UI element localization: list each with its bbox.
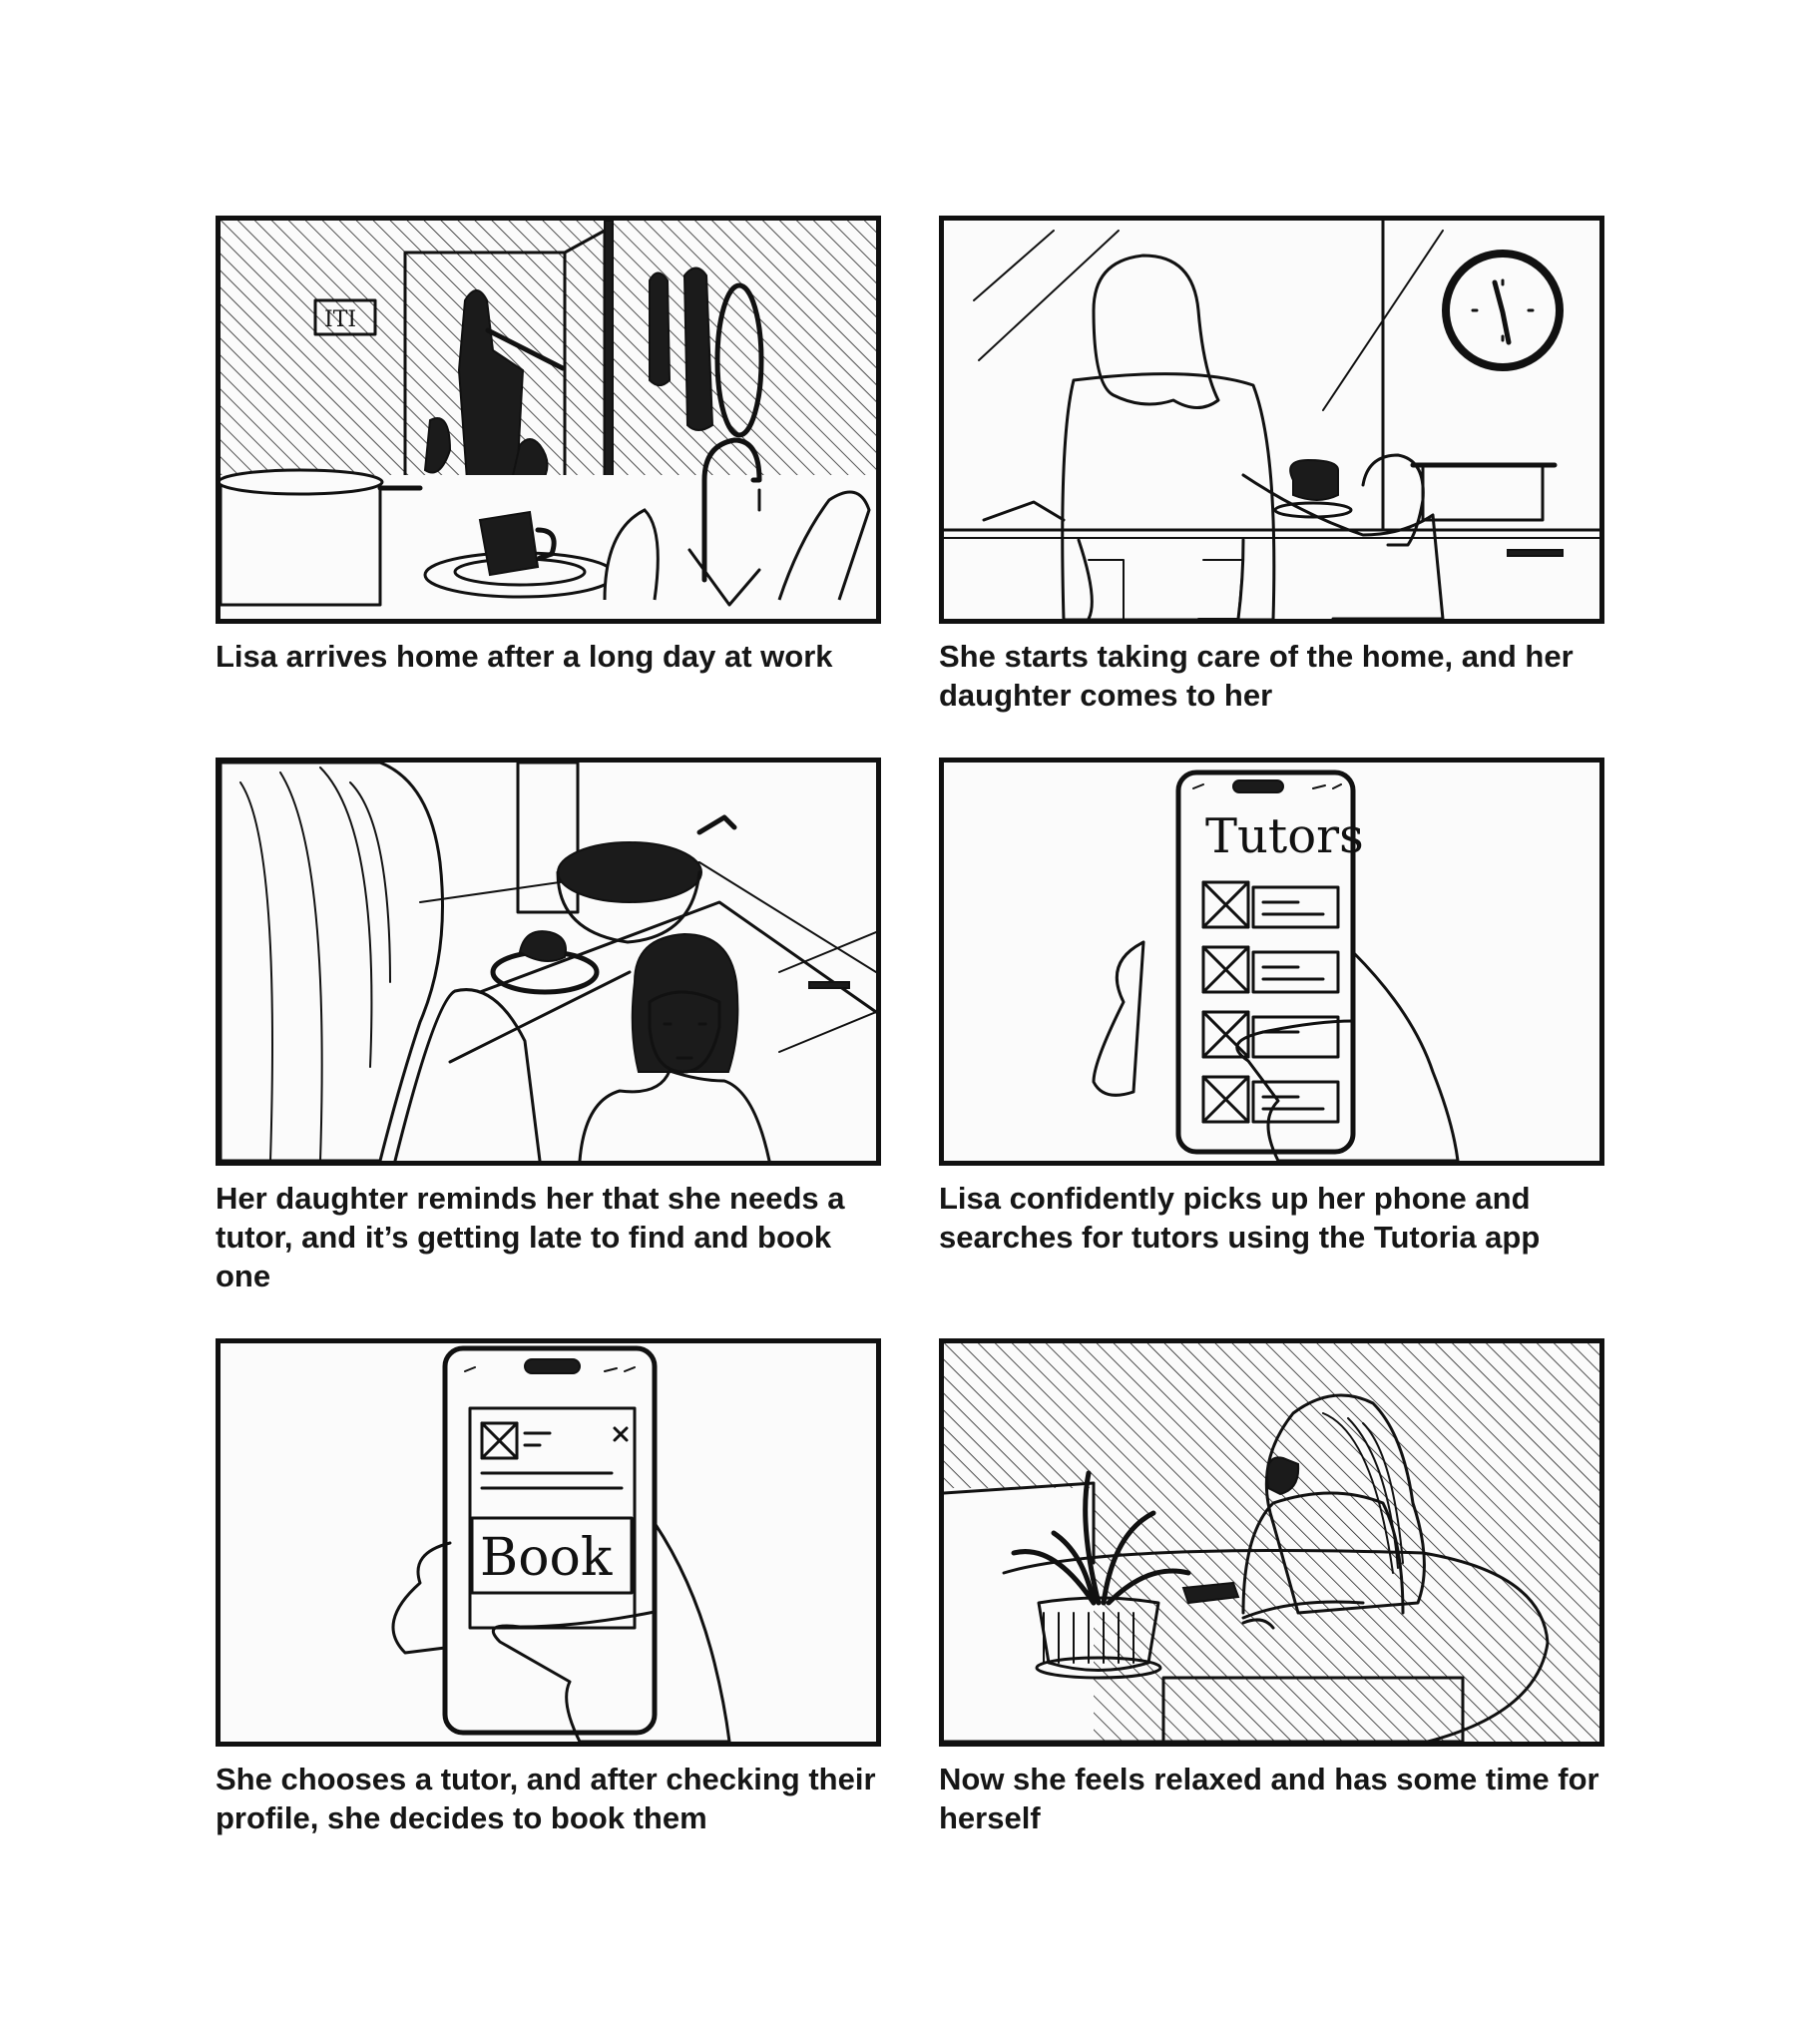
tutor-list (1203, 882, 1338, 1122)
daughter-reminder-illustration (221, 763, 876, 1161)
relaxing-with-tea-illustration (944, 1343, 1599, 1742)
panel-3-caption: Her daughter reminds her that she needs a tutor, and it’s getting late to find and book one (216, 1181, 845, 1293)
panel-4-caption: Lisa confidently picks up her phone and searches for tutors using the Tutoria app (939, 1181, 1541, 1255)
kitchen-scene-illustration (944, 221, 1599, 619)
panel-2-sketch (939, 216, 1604, 624)
panel-6-sketch (939, 1338, 1604, 1747)
panel-2-caption: She starts taking care of the home, and her daughter comes to her (939, 639, 1574, 713)
phone-tutor-search-illustration (944, 763, 1599, 1161)
svg-text:ITI: ITI (324, 307, 357, 332)
panel-1-sketch (216, 216, 881, 624)
arriving-home-illustration (221, 221, 876, 619)
panel-5-caption: She chooses a tutor, and after checking their profile, she decides to book them (216, 1762, 876, 1835)
panel-3-sketch (216, 758, 881, 1166)
panel-6-caption: Now she feels relaxed and has some time for herself (939, 1762, 1599, 1835)
book-button-label: Book (480, 1528, 613, 1588)
panel-1-caption: Lisa arrives home after a long day at work (216, 639, 833, 674)
booking-tutor-illustration (221, 1343, 876, 1742)
panel-4-sketch (939, 758, 1604, 1166)
panel-5-sketch (216, 1338, 881, 1747)
phone-title-text: Tutors (1205, 808, 1364, 864)
